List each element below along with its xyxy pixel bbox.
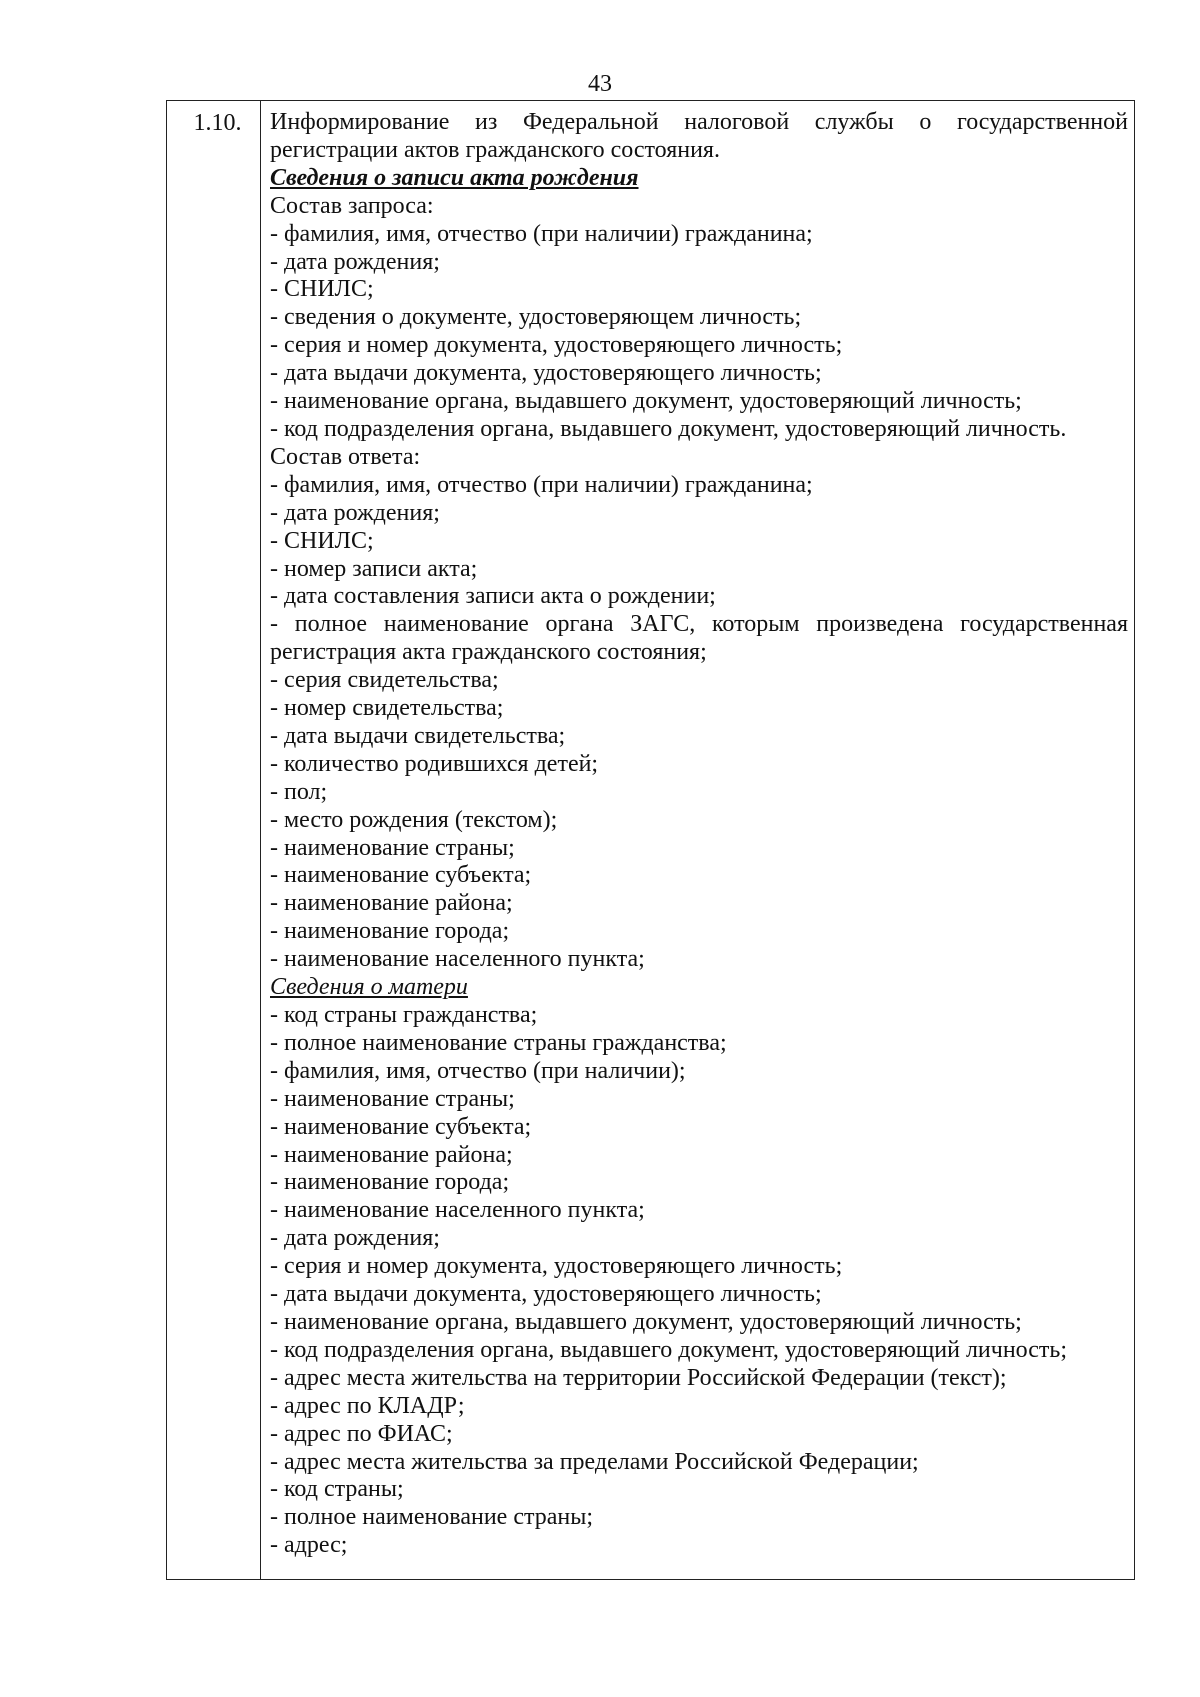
- list-item: - наименование населенного пункта;: [270, 946, 645, 973]
- list-item: - наименование органа, выдавшего документ, удостоверяющий личность;: [270, 1308, 1022, 1335]
- list-item: - номер записи акта;: [270, 555, 478, 582]
- list-item: - полное наименование страны;: [270, 1504, 594, 1531]
- response-list: [270, 667, 1128, 974]
- list-item: - фамилия, имя, отчество (при наличии);: [270, 1057, 686, 1084]
- list-item: - серия свидетельства;: [270, 667, 499, 694]
- row-content-cell: [261, 101, 1135, 1580]
- response-list: [270, 472, 1128, 612]
- list-item: - наименование страны;: [270, 834, 515, 861]
- list-item: - наименование района;: [270, 1141, 513, 1168]
- list-item: - адрес места жительства за пределами Российской Федерации;: [270, 1448, 919, 1475]
- list-item: - место рождения (текстом);: [270, 806, 558, 833]
- list-item: - адрес по ФИАС;: [270, 1420, 453, 1447]
- list-item: - дата рождения;: [270, 248, 440, 275]
- list-item: - полное наименование страны гражданства;: [270, 1029, 727, 1056]
- row-number-cell: [167, 101, 261, 1580]
- list-item: - дата выдачи документа, удостоверяющего личность;: [270, 1281, 822, 1308]
- list-item: - СНИЛС;: [270, 276, 374, 303]
- mother-list: [270, 1002, 1128, 1560]
- list-item: - дата выдачи свидетельства;: [270, 722, 566, 749]
- section-heading: Сведения о записи акта рождения: [270, 164, 639, 191]
- request-heading: Состав запроса:: [270, 192, 434, 219]
- table-row: [167, 101, 1135, 1580]
- list-item: - наименование района;: [270, 890, 513, 917]
- list-item: - фамилия, имя, отчество (при наличии) гражданина;: [270, 220, 813, 247]
- title-line: регистрации актов гражданского состояния.: [270, 136, 720, 163]
- document-table: [166, 100, 1135, 1580]
- list-item: - сведения о документе, удостоверяющем личность;: [270, 304, 802, 331]
- page-number: 43: [588, 71, 612, 97]
- list-item: - наименование города;: [270, 918, 510, 945]
- list-item: - код страны;: [270, 1476, 404, 1503]
- list-item: - СНИЛС;: [270, 527, 374, 554]
- list-item: - дата выдачи документа, удостоверяющего личность;: [270, 360, 822, 387]
- list-item: - фамилия, имя, отчество (при наличии) гражданина;: [270, 471, 813, 498]
- row-content: [261, 101, 1134, 1560]
- list-item: - адрес по КЛАДР;: [270, 1392, 465, 1419]
- response-heading: Состав ответа:: [270, 443, 421, 470]
- list-item: - код страны гражданства;: [270, 1002, 538, 1028]
- list-item: - количество родившихся детей;: [270, 750, 599, 777]
- list-item: - адрес;: [270, 1532, 348, 1559]
- list-item: - номер свидетельства;: [270, 695, 504, 722]
- list-item: - дата составления записи акта о рождении;: [270, 583, 716, 610]
- mother-heading: Сведения о матери: [270, 974, 468, 1001]
- title-line: Информирование из Федеральной налоговой службы о государственной: [270, 109, 1128, 135]
- list-item: - наименование органа, выдавшего документ, удостоверяющий личность;: [270, 388, 1022, 415]
- list-item: - серия и номер документа, удостоверяющего личность;: [270, 332, 843, 359]
- list-item: - наименование населенного пункта;: [270, 1197, 645, 1224]
- list-item: - наименование страны;: [270, 1085, 515, 1112]
- zags-line: - полное наименование органа ЗАГС, которым произведена государственная: [270, 611, 1128, 638]
- list-item: - дата рождения;: [270, 1225, 440, 1252]
- list-item: - код подразделения органа, выдавшего документ, удостоверяющий личность;: [270, 1336, 1068, 1363]
- list-item: - код подразделения органа, выдавшего документ, удостоверяющий личность.: [270, 415, 1067, 442]
- list-item: - пол;: [270, 778, 328, 805]
- list-item: - наименование субъекта;: [270, 862, 532, 889]
- list-item: - наименование субъекта;: [270, 1113, 532, 1140]
- list-item: - адрес места жительства на территории Российской Федерации (текст);: [270, 1364, 1007, 1391]
- zags-line: регистрация акта гражданского состояния;: [270, 639, 707, 666]
- list-item: - серия и номер документа, удостоверяющего личность;: [270, 1253, 843, 1280]
- row-number: 1.10.: [193, 110, 242, 136]
- list-item: - наименование города;: [270, 1169, 510, 1196]
- request-list: [270, 221, 1128, 444]
- list-item: - дата рождения;: [270, 499, 440, 526]
